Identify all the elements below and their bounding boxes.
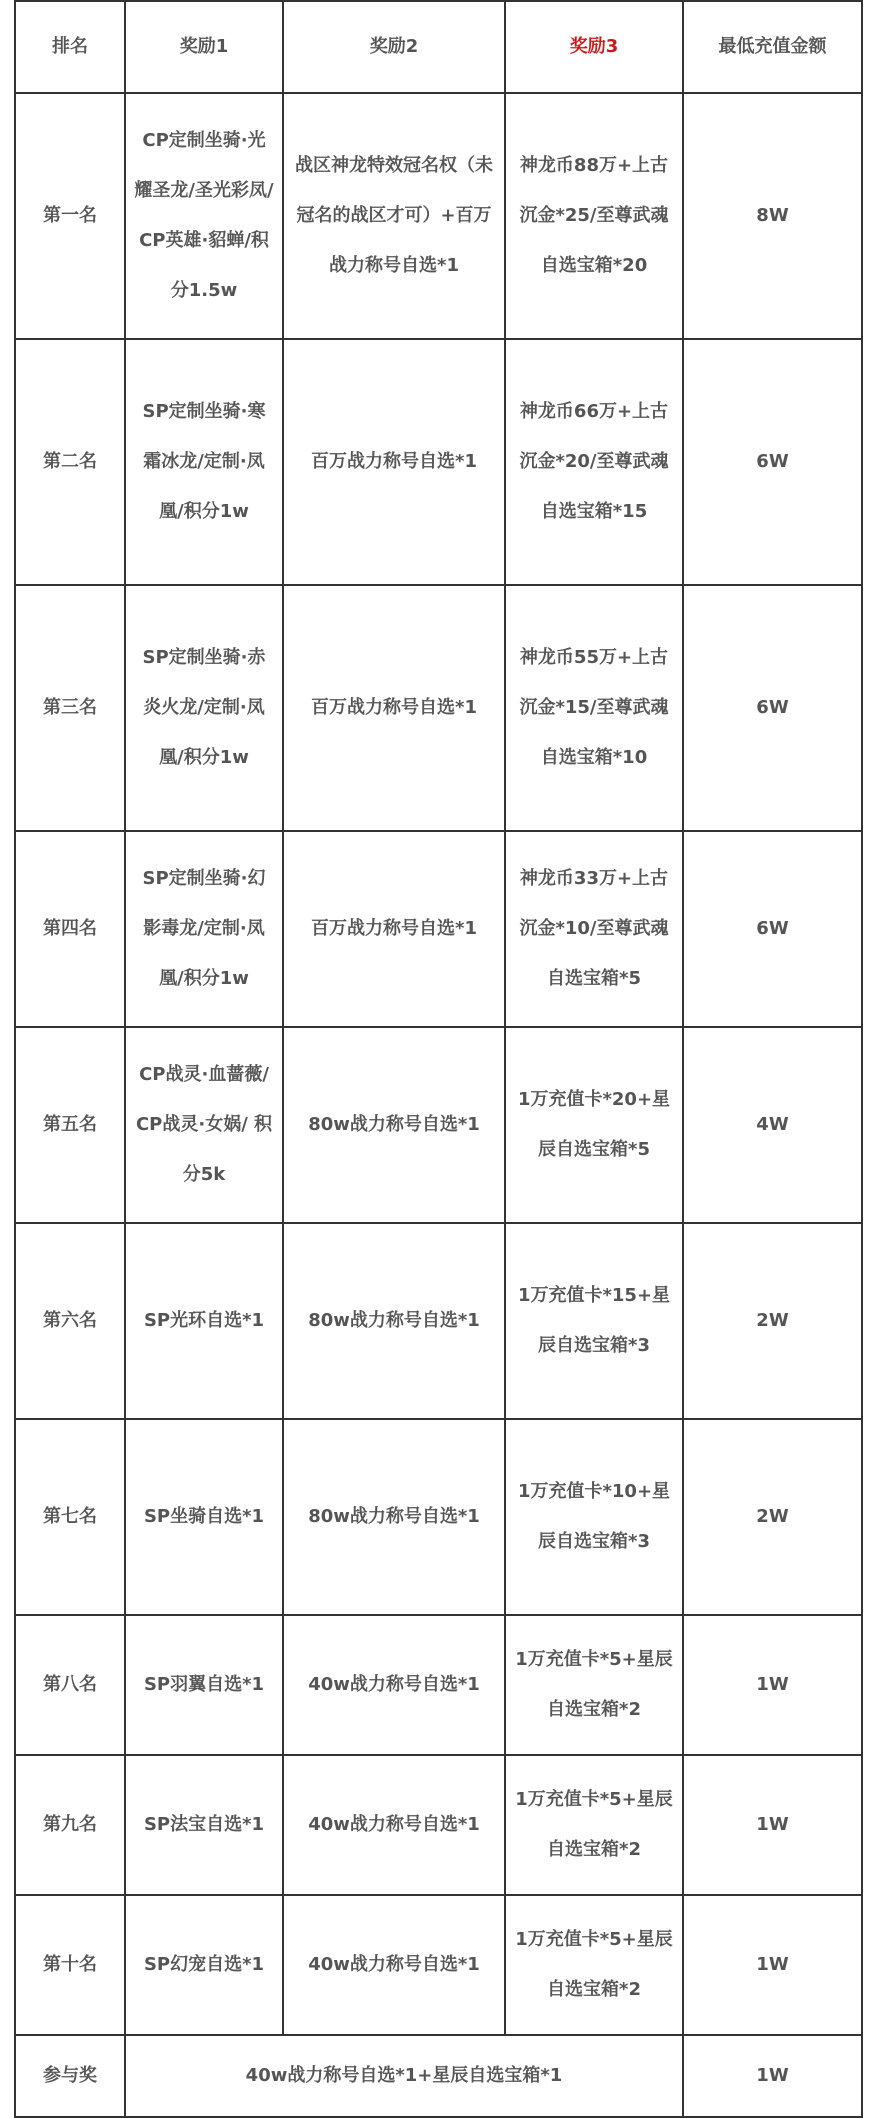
reward3-cell: 神龙币66万+上古沉金*20/至尊武魂自选宝箱*15 (505, 339, 683, 585)
min-topup-cell: 8W (683, 93, 862, 339)
rank-cell: 第七名 (15, 1419, 125, 1615)
reward1-cell: SP幻宠自选*1 (125, 1895, 283, 2035)
min-topup-cell: 1W (683, 1895, 862, 2035)
header-reward2: 奖励2 (283, 1, 505, 93)
min-topup-cell: 6W (683, 339, 862, 585)
table-row (15, 1615, 862, 1755)
rank-cell: 第一名 (15, 93, 125, 339)
reward1-cell: SP光环自选*1 (125, 1223, 283, 1419)
reward3-cell: 神龙币88万+上古沉金*25/至尊武魂自选宝箱*20 (505, 93, 683, 339)
reward2-cell: 战区神龙特效冠名权（未冠名的战区才可）+百万战力称号自选*1 (283, 93, 505, 339)
participation-reward: 40w战力称号自选*1+星辰自选宝箱*1 (125, 2035, 683, 2117)
reward3-cell: 1万充值卡*10+星辰自选宝箱*3 (505, 1419, 683, 1615)
table-row (15, 831, 862, 1027)
rank-cell: 第六名 (15, 1223, 125, 1419)
reward2-cell: 80w战力称号自选*1 (283, 1419, 505, 1615)
reward2-cell: 80w战力称号自选*1 (283, 1223, 505, 1419)
reward3-cell: 1万充值卡*15+星辰自选宝箱*3 (505, 1223, 683, 1419)
reward2-cell: 40w战力称号自选*1 (283, 1755, 505, 1895)
reward3-cell: 1万充值卡*5+星辰自选宝箱*2 (505, 1895, 683, 2035)
reward2-cell: 百万战力称号自选*1 (283, 831, 505, 1027)
min-topup-cell: 6W (683, 831, 862, 1027)
min-topup-cell: 2W (683, 1419, 862, 1615)
rewards-table (14, 0, 863, 2118)
reward3-cell: 神龙币33万+上古沉金*10/至尊武魂自选宝箱*5 (505, 831, 683, 1027)
rank-cell: 第八名 (15, 1615, 125, 1755)
table-header-row (15, 1, 862, 93)
table-row (15, 93, 862, 339)
table-row (15, 1895, 862, 2035)
participation-min-topup: 1W (683, 2035, 862, 2117)
rank-cell: 第五名 (15, 1027, 125, 1223)
reward1-cell: SP羽翼自选*1 (125, 1615, 283, 1755)
table-row (15, 1419, 862, 1615)
min-topup-cell: 6W (683, 585, 862, 831)
participation-label: 参与奖 (15, 2035, 125, 2117)
reward1-cell: SP定制坐骑·幻影毒龙/定制·凤凰/积分1w (125, 831, 283, 1027)
rank-cell: 第十名 (15, 1895, 125, 2035)
reward3-cell: 1万充值卡*5+星辰自选宝箱*2 (505, 1615, 683, 1755)
reward2-cell: 百万战力称号自选*1 (283, 339, 505, 585)
min-topup-cell: 1W (683, 1755, 862, 1895)
reward3-cell: 1万充值卡*20+星辰自选宝箱*5 (505, 1027, 683, 1223)
header-reward1: 奖励1 (125, 1, 283, 93)
reward1-cell: SP定制坐骑·赤炎火龙/定制·凤凰/积分1w (125, 585, 283, 831)
min-topup-cell: 2W (683, 1223, 862, 1419)
reward1-cell: SP定制坐骑·寒霜冰龙/定制·凤凰/积分1w (125, 339, 283, 585)
reward1-cell: CP战灵·血蔷薇/CP战灵·女娲/ 积分5k (125, 1027, 283, 1223)
rank-cell: 第四名 (15, 831, 125, 1027)
header-min-topup: 最低充值金额 (683, 1, 862, 93)
table-row (15, 1027, 862, 1223)
reward1-cell: SP法宝自选*1 (125, 1755, 283, 1895)
rank-cell: 第九名 (15, 1755, 125, 1895)
reward3-cell: 神龙币55万+上古沉金*15/至尊武魂自选宝箱*10 (505, 585, 683, 831)
participation-row (15, 2035, 862, 2117)
reward2-cell: 80w战力称号自选*1 (283, 1027, 505, 1223)
table-row (15, 1223, 862, 1419)
header-reward3: 奖励3 (505, 1, 683, 93)
reward1-cell: SP坐骑自选*1 (125, 1419, 283, 1615)
reward3-cell: 1万充值卡*5+星辰自选宝箱*2 (505, 1755, 683, 1895)
min-topup-cell: 4W (683, 1027, 862, 1223)
table-row (15, 339, 862, 585)
rank-cell: 第二名 (15, 339, 125, 585)
reward1-cell: CP定制坐骑·光耀圣龙/圣光彩凤/CP英雄·貂蝉/积分1.5w (125, 93, 283, 339)
rank-cell: 第三名 (15, 585, 125, 831)
reward2-cell: 百万战力称号自选*1 (283, 585, 505, 831)
header-rank: 排名 (15, 1, 125, 93)
reward2-cell: 40w战力称号自选*1 (283, 1895, 505, 2035)
reward2-cell: 40w战力称号自选*1 (283, 1615, 505, 1755)
table-row (15, 1755, 862, 1895)
table-row (15, 585, 862, 831)
min-topup-cell: 1W (683, 1615, 862, 1755)
